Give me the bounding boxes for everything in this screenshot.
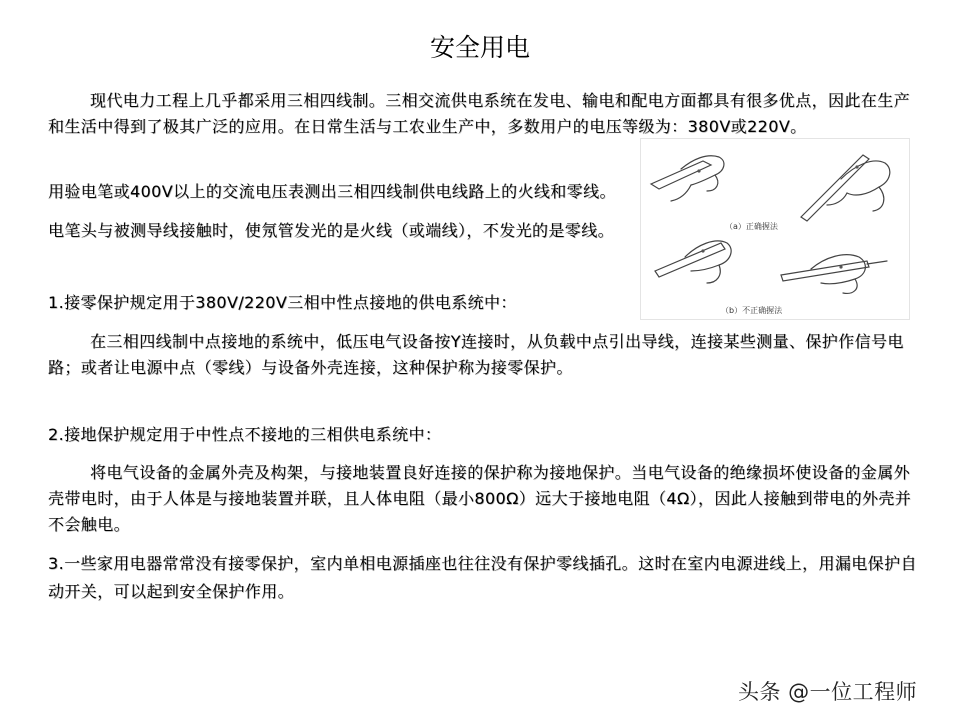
watermark: 头条 @一位工程师 [738,680,918,704]
section2-heading: 2.接地保护规定用于中性点不接地的三相供电系统中： [48,425,442,444]
test-pen-paragraph: 用验电笔或400V以上的交流电压表测出三相四线制供电线路上的火线和零线。电笔头与被测导线接触时，使氖管发光的是火线（或端线），不发光的是零线。 [48,182,616,240]
figure-caption-b: （b）不正确握法 [721,306,783,315]
intro-paragraph: 现代电力工程上几乎都采用三相四线制。三相交流供电系统在发电、输电和配电方面都具有很多优点，因此在生产和生活中得到了极其广泛的应用。在日常生活与工农业生产中，多数用户的电压等级为：380V或220V。 [48,91,911,136]
test-pen-figure [640,138,910,320]
figure-caption-a: （a）正确握法 [725,222,778,231]
section1-heading: 1.接零保护规定用于380V/220V三相中性点接地的供电系统中： [48,293,517,312]
section2-body: 将电气设备的金属外壳及构架，与接地装置良好连接的保护称为接地保护。当电气设备的绝缘损坏使设备的金属外壳带电时，由于人体是与接地装置并联，且人体电阻（最小800Ω）远大于接地电阻（4Ω），因此人接触到带电的外壳并不会触电。 [48,463,912,534]
section3-paragraph: 3.一些家用电器常常没有接零保护，室内单相电源插座也往往没有保护零线插孔。这时在室内电源进线上，用漏电保护自动开关，可以起到安全保护作用。 [48,554,917,601]
section1-body: 在三相四线制中点接地的系统中，低压电气设备按Y连接时，从负载中点引出导线，连接某些测量、保护作信号电路；或者让电源中点（零线）与设备外壳连接，这种保护称为接零保护。 [48,332,904,377]
page-title: 安全用电 [429,33,530,62]
